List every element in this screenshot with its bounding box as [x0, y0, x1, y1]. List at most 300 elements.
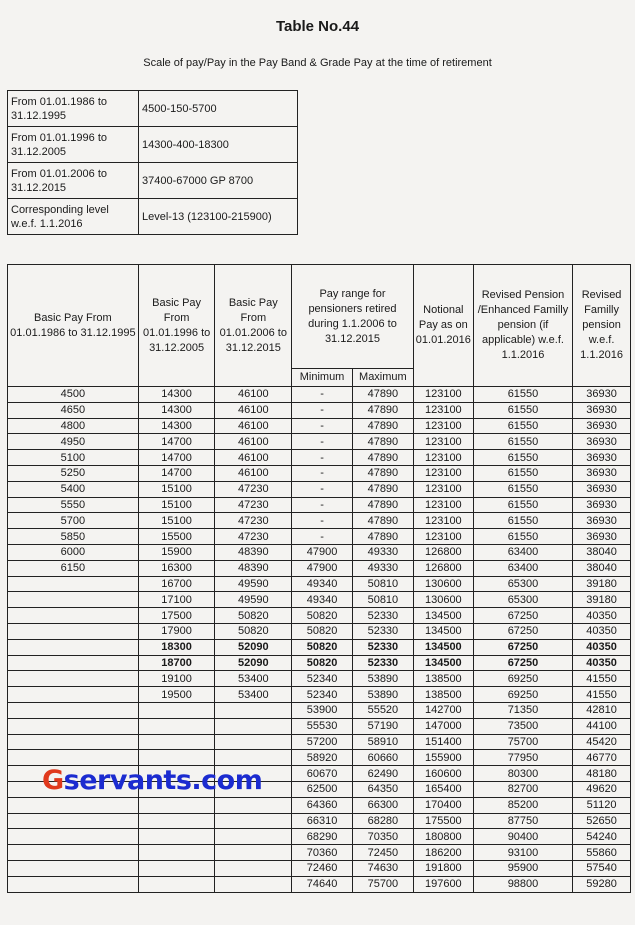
table-cell: 67250	[473, 608, 572, 624]
table-body	[8, 387, 631, 893]
table-cell: 53890	[352, 687, 413, 703]
table-row	[8, 813, 631, 829]
table-cell: 47890	[352, 402, 413, 418]
table-cell: 165400	[413, 781, 473, 797]
table-cell: 72460	[292, 860, 353, 876]
table-row	[8, 750, 631, 766]
table-cell: 155900	[413, 750, 473, 766]
table-cell: 61550	[473, 387, 572, 403]
table-cell: 54240	[573, 829, 631, 845]
table-row	[8, 639, 631, 655]
table-row	[8, 734, 631, 750]
table-cell: 134500	[413, 655, 473, 671]
table-row	[8, 529, 631, 545]
table-cell	[138, 876, 215, 892]
table-row	[8, 418, 631, 434]
header-minimum: Minimum	[292, 369, 353, 387]
table-cell: 60670	[292, 766, 353, 782]
table-cell: 47900	[292, 544, 353, 560]
table-cell	[138, 845, 215, 861]
table-cell: 57540	[573, 860, 631, 876]
table-cell: 50820	[292, 608, 353, 624]
table-cell: 77950	[473, 750, 572, 766]
table-row	[8, 608, 631, 624]
info-label: From 01.01.1996 to 31.12.2005	[8, 127, 139, 163]
info-value: 4500-150-5700	[139, 91, 298, 127]
table-cell	[8, 797, 139, 813]
table-cell: -	[292, 465, 353, 481]
info-value: Level-13 (123100-215900)	[139, 199, 298, 235]
table-cell: 14700	[138, 450, 215, 466]
table-cell: 73500	[473, 718, 572, 734]
table-cell: 66310	[292, 813, 353, 829]
table-cell	[215, 734, 292, 750]
table-cell	[8, 860, 139, 876]
header-basic-pay-1986: Basic Pay From 01.01.1986 to 31.12.1995	[8, 265, 139, 387]
table-cell: 47230	[215, 529, 292, 545]
table-cell: 15100	[138, 497, 215, 513]
table-cell: 49590	[215, 576, 292, 592]
table-cell: 53890	[352, 671, 413, 687]
table-cell: 59280	[573, 876, 631, 892]
table-cell: 55530	[292, 718, 353, 734]
table-cell: 47890	[352, 387, 413, 403]
table-row	[8, 797, 631, 813]
table-cell: 14300	[138, 418, 215, 434]
table-cell: 90400	[473, 829, 572, 845]
table-cell	[138, 860, 215, 876]
table-cell: 61550	[473, 450, 572, 466]
table-cell: 123100	[413, 450, 473, 466]
table-cell: 61550	[473, 529, 572, 545]
table-cell: 69250	[473, 687, 572, 703]
table-row	[8, 829, 631, 845]
table-cell: 170400	[413, 797, 473, 813]
table-cell: 52330	[352, 608, 413, 624]
table-cell: 36930	[573, 418, 631, 434]
table-cell: 93100	[473, 845, 572, 861]
table-row	[8, 655, 631, 671]
table-row	[8, 434, 631, 450]
table-cell: 41550	[573, 687, 631, 703]
table-cell	[8, 592, 139, 608]
table-cell: 123100	[413, 497, 473, 513]
table-cell	[8, 829, 139, 845]
table-cell: 67250	[473, 623, 572, 639]
table-cell: 52650	[573, 813, 631, 829]
table-cell	[8, 671, 139, 687]
table-cell: 39180	[573, 576, 631, 592]
table-row	[8, 576, 631, 592]
table-cell: 47230	[215, 481, 292, 497]
table-cell: 49340	[292, 576, 353, 592]
table-cell: 15100	[138, 481, 215, 497]
table-cell: 160600	[413, 766, 473, 782]
table-cell: 49590	[215, 592, 292, 608]
table-cell: 67250	[473, 655, 572, 671]
table-cell: 69250	[473, 671, 572, 687]
table-cell: 52090	[215, 655, 292, 671]
table-cell	[215, 829, 292, 845]
table-cell: 5550	[8, 497, 139, 513]
table-cell: 49330	[352, 544, 413, 560]
table-cell: 36930	[573, 387, 631, 403]
table-cell: 82700	[473, 781, 572, 797]
table-cell: 62500	[292, 781, 353, 797]
table-cell: 47890	[352, 481, 413, 497]
table-cell: 46100	[215, 387, 292, 403]
table-cell	[8, 655, 139, 671]
header-basic-pay-1996: Basic Pay From 01.01.1996 to 31.12.2005	[138, 265, 215, 387]
table-row	[8, 402, 631, 418]
table-cell: 47890	[352, 513, 413, 529]
table-cell: 36930	[573, 402, 631, 418]
table-cell: 66300	[352, 797, 413, 813]
table-cell: 57190	[352, 718, 413, 734]
table-cell	[215, 876, 292, 892]
table-cell: 16700	[138, 576, 215, 592]
table-cell: 65300	[473, 576, 572, 592]
table-cell: 46770	[573, 750, 631, 766]
table-cell: 61550	[473, 418, 572, 434]
table-cell: 18700	[138, 655, 215, 671]
table-cell: 46100	[215, 434, 292, 450]
table-cell: 15100	[138, 513, 215, 529]
table-row	[8, 718, 631, 734]
info-label: From 01.01.2006 to 31.12.2015	[8, 163, 139, 199]
table-cell: 47890	[352, 450, 413, 466]
table-cell: 80300	[473, 766, 572, 782]
table-cell: 4650	[8, 402, 139, 418]
info-label: Corresponding level w.e.f. 1.1.2016	[8, 199, 139, 235]
table-subtitle: Scale of pay/Pay in the Pay Band & Grade Pay at the time of retirement	[143, 57, 492, 69]
table-cell: 52330	[352, 655, 413, 671]
table-cell	[138, 797, 215, 813]
table-cell: 50820	[292, 623, 353, 639]
table-cell	[215, 750, 292, 766]
table-cell: 180800	[413, 829, 473, 845]
table-cell: 126800	[413, 544, 473, 560]
table-cell: -	[292, 434, 353, 450]
table-cell: 123100	[413, 465, 473, 481]
info-row	[8, 163, 298, 199]
table-cell: 40350	[573, 639, 631, 655]
table-cell: 63400	[473, 560, 572, 576]
table-cell: -	[292, 418, 353, 434]
table-cell: -	[292, 450, 353, 466]
table-cell: 46100	[215, 418, 292, 434]
table-cell: 61550	[473, 434, 572, 450]
info-row	[8, 199, 298, 235]
table-cell: 36930	[573, 481, 631, 497]
table-row	[8, 623, 631, 639]
table-row	[8, 592, 631, 608]
table-cell: 60660	[352, 750, 413, 766]
table-row	[8, 702, 631, 718]
table-cell: 147000	[413, 718, 473, 734]
table-cell: 19100	[138, 671, 215, 687]
table-cell: 61550	[473, 513, 572, 529]
table-cell: 53900	[292, 702, 353, 718]
table-cell: 48180	[573, 766, 631, 782]
site-watermark: Gservants.com	[42, 765, 263, 796]
table-cell: 61550	[473, 402, 572, 418]
table-cell: 48390	[215, 560, 292, 576]
table-cell: 61550	[473, 497, 572, 513]
table-cell: -	[292, 402, 353, 418]
table-cell: 6150	[8, 560, 139, 576]
table-cell	[138, 734, 215, 750]
table-cell: 5250	[8, 465, 139, 481]
table-cell: 62490	[352, 766, 413, 782]
table-cell: 85200	[473, 797, 572, 813]
table-cell: 15900	[138, 544, 215, 560]
table-cell	[8, 608, 139, 624]
table-cell: 186200	[413, 845, 473, 861]
table-cell: 51120	[573, 797, 631, 813]
table-cell: -	[292, 481, 353, 497]
table-cell: 5400	[8, 481, 139, 497]
table-cell: 123100	[413, 402, 473, 418]
table-cell	[8, 750, 139, 766]
table-cell: 50820	[215, 608, 292, 624]
table-cell: 52330	[352, 623, 413, 639]
table-cell: 197600	[413, 876, 473, 892]
table-cell: 52330	[352, 639, 413, 655]
table-cell: 49620	[573, 781, 631, 797]
table-cell: 15500	[138, 529, 215, 545]
table-cell: 16300	[138, 560, 215, 576]
table-cell: 138500	[413, 671, 473, 687]
table-cell: 52340	[292, 687, 353, 703]
table-cell: 17500	[138, 608, 215, 624]
table-cell: 36930	[573, 497, 631, 513]
table-cell: 40350	[573, 623, 631, 639]
table-cell: 68280	[352, 813, 413, 829]
table-cell	[8, 845, 139, 861]
table-row	[8, 544, 631, 560]
table-cell: 61550	[473, 481, 572, 497]
table-cell: 14300	[138, 402, 215, 418]
table-cell: 14300	[138, 387, 215, 403]
table-cell	[8, 702, 139, 718]
table-cell: 74630	[352, 860, 413, 876]
table-cell: 4800	[8, 418, 139, 434]
table-cell	[8, 734, 139, 750]
table-cell: 50810	[352, 592, 413, 608]
table-cell: 47890	[352, 434, 413, 450]
table-cell	[8, 687, 139, 703]
table-cell: 72450	[352, 845, 413, 861]
table-cell	[138, 702, 215, 718]
table-cell: 75700	[473, 734, 572, 750]
table-cell: 47900	[292, 560, 353, 576]
table-cell: 64360	[292, 797, 353, 813]
table-cell	[8, 576, 139, 592]
table-cell: 47890	[352, 529, 413, 545]
table-row	[8, 860, 631, 876]
header-maximum: Maximum	[352, 369, 413, 387]
table-cell: 134500	[413, 623, 473, 639]
table-cell: 38040	[573, 560, 631, 576]
table-cell: 55860	[573, 845, 631, 861]
table-cell: 95900	[473, 860, 572, 876]
table-cell: -	[292, 387, 353, 403]
table-cell	[138, 750, 215, 766]
table-cell: 123100	[413, 513, 473, 529]
table-cell: 17100	[138, 592, 215, 608]
table-cell: 45420	[573, 734, 631, 750]
table-cell: 36930	[573, 529, 631, 545]
table-row	[8, 513, 631, 529]
table-cell: 142700	[413, 702, 473, 718]
table-cell: 134500	[413, 639, 473, 655]
table-title: Table No.44	[275, 18, 360, 35]
table-cell: 47230	[215, 513, 292, 529]
table-cell: 175500	[413, 813, 473, 829]
table-cell: 44100	[573, 718, 631, 734]
info-value: 14300-400-18300	[139, 127, 298, 163]
table-cell: 47890	[352, 497, 413, 513]
table-cell: 46100	[215, 450, 292, 466]
table-cell: 87750	[473, 813, 572, 829]
table-cell	[215, 718, 292, 734]
table-cell: 70350	[352, 829, 413, 845]
table-cell: 6000	[8, 544, 139, 560]
table-cell	[215, 797, 292, 813]
table-cell: 5850	[8, 529, 139, 545]
table-cell: 48390	[215, 544, 292, 560]
table-row	[8, 876, 631, 892]
table-row	[8, 845, 631, 861]
header-revised-family-pension: Revised Familly pension w.e.f. 1.1.2016	[573, 265, 631, 387]
table-cell: 50820	[292, 639, 353, 655]
table-row	[8, 671, 631, 687]
table-cell	[138, 813, 215, 829]
table-cell: 61550	[473, 465, 572, 481]
table-cell	[138, 718, 215, 734]
table-cell	[8, 813, 139, 829]
table-cell: 75700	[352, 876, 413, 892]
table-cell: 123100	[413, 481, 473, 497]
table-row	[8, 450, 631, 466]
table-cell	[8, 623, 139, 639]
table-cell: 46100	[215, 465, 292, 481]
info-row	[8, 127, 298, 163]
table-cell	[215, 860, 292, 876]
table-cell: 5100	[8, 450, 139, 466]
pension-table	[7, 264, 631, 893]
table-cell: 53400	[215, 671, 292, 687]
info-value: 37400-67000 GP 8700	[139, 163, 298, 199]
pay-scale-info-table	[7, 90, 298, 235]
table-cell: 14700	[138, 465, 215, 481]
table-row	[8, 560, 631, 576]
table-cell: 71350	[473, 702, 572, 718]
header-revised-pension: Revised Pension /Enhanced Familly pension (if applicable) w.e.f. 1.1.2016	[473, 265, 572, 387]
table-cell: 14700	[138, 434, 215, 450]
table-cell	[8, 639, 139, 655]
table-cell: 42810	[573, 702, 631, 718]
table-cell	[8, 876, 139, 892]
table-row	[8, 465, 631, 481]
table-cell: 58910	[352, 734, 413, 750]
table-cell: 65300	[473, 592, 572, 608]
table-cell: 191800	[413, 860, 473, 876]
table-cell: 55520	[352, 702, 413, 718]
header-notional-pay: Notional Pay as on 01.01.2016	[413, 265, 473, 387]
table-cell: -	[292, 497, 353, 513]
table-cell: 126800	[413, 560, 473, 576]
table-cell: 41550	[573, 671, 631, 687]
table-cell: 53400	[215, 687, 292, 703]
table-cell: 123100	[413, 529, 473, 545]
table-cell: 123100	[413, 434, 473, 450]
table-cell: 134500	[413, 608, 473, 624]
table-cell: 4950	[8, 434, 139, 450]
table-cell: 64350	[352, 781, 413, 797]
table-cell: 50820	[215, 623, 292, 639]
table-cell: 57200	[292, 734, 353, 750]
table-cell	[138, 829, 215, 845]
table-cell: 151400	[413, 734, 473, 750]
table-cell	[215, 845, 292, 861]
info-row	[8, 91, 298, 127]
table-cell: 63400	[473, 544, 572, 560]
table-cell: 36930	[573, 513, 631, 529]
info-label: From 01.01.1986 to 31.12.1995	[8, 91, 139, 127]
table-cell: 5700	[8, 513, 139, 529]
table-cell: 123100	[413, 418, 473, 434]
header-pay-range: Pay range for pensioners retired during 1.1.2006 to 31.12.2015	[292, 265, 414, 369]
table-cell: 38040	[573, 544, 631, 560]
table-row	[8, 481, 631, 497]
table-row	[8, 497, 631, 513]
table-row	[8, 387, 631, 403]
table-cell: 19500	[138, 687, 215, 703]
table-cell: 52090	[215, 639, 292, 655]
table-cell: -	[292, 513, 353, 529]
table-cell: 40350	[573, 608, 631, 624]
table-cell: 123100	[413, 387, 473, 403]
table-cell: 58920	[292, 750, 353, 766]
table-cell: 36930	[573, 434, 631, 450]
table-cell: 138500	[413, 687, 473, 703]
table-cell: 40350	[573, 655, 631, 671]
table-cell: 47230	[215, 497, 292, 513]
header-basic-pay-2006: Basic Pay From 01.01.2006 to 31.12.2015	[215, 265, 292, 387]
table-cell	[8, 718, 139, 734]
table-cell	[215, 813, 292, 829]
table-cell: 52340	[292, 671, 353, 687]
table-cell: 130600	[413, 576, 473, 592]
table-cell: 67250	[473, 639, 572, 655]
table-cell: 17900	[138, 623, 215, 639]
table-cell: 18300	[138, 639, 215, 655]
table-cell: 36930	[573, 465, 631, 481]
table-cell: 49340	[292, 592, 353, 608]
table-cell	[215, 702, 292, 718]
table-cell: 4500	[8, 387, 139, 403]
table-cell: 46100	[215, 402, 292, 418]
table-cell: -	[292, 529, 353, 545]
table-row	[8, 687, 631, 703]
table-cell: 74640	[292, 876, 353, 892]
table-cell: 39180	[573, 592, 631, 608]
table-cell: 36930	[573, 450, 631, 466]
table-cell: 49330	[352, 560, 413, 576]
table-cell: 47890	[352, 418, 413, 434]
